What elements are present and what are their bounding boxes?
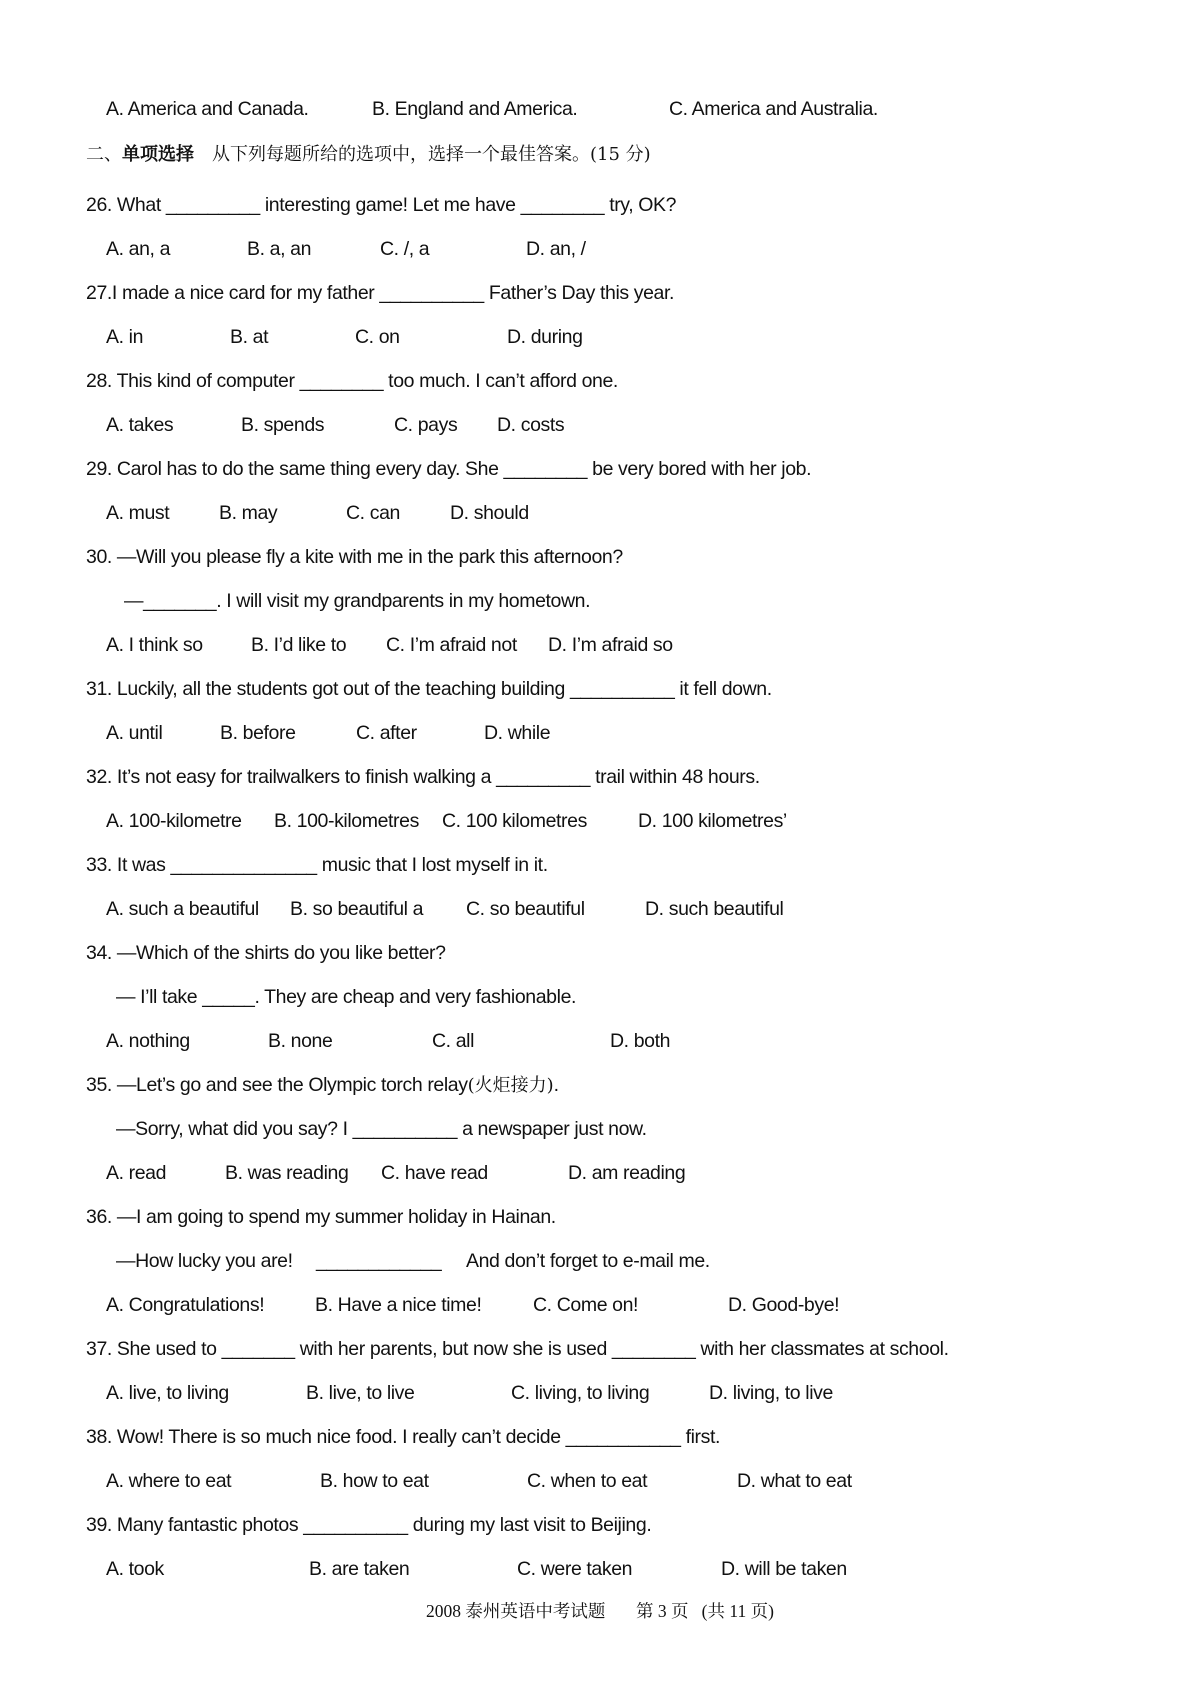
option-d: D. costs: [497, 414, 565, 436]
option-c: C. all: [432, 1030, 475, 1052]
question-31-options: [0, 718, 1200, 748]
option-a: A. takes: [106, 414, 174, 436]
option-d: D. an, /: [526, 238, 586, 260]
option-c: C. I’m afraid not: [386, 634, 517, 656]
question-30-stem: 30. —Will you please fly a kite with me in the park this afternoon?: [86, 546, 623, 568]
option-a: A. such a beautiful: [106, 898, 259, 920]
question-29-stem: 29. Carol has to do the same thing every day. She ________ be very bored with her job.: [86, 458, 812, 480]
question-39-stem: 39. Many fantastic photos __________ during my last visit to Beijing.: [86, 1514, 652, 1536]
option-b: B. may: [219, 502, 278, 524]
option-d: D. while: [484, 722, 551, 744]
section-title: 单项选择: [122, 144, 194, 165]
option-d: D. will be taken: [721, 1558, 847, 1580]
question-36-options: [0, 1290, 1200, 1320]
option-a: A. read: [106, 1162, 167, 1184]
option-b: B. how to eat: [320, 1470, 429, 1492]
option-b: B. 100-kilometres: [274, 810, 419, 832]
footer-page-total: (共 11 页): [701, 1601, 774, 1621]
question-30-options: [0, 630, 1200, 660]
option-a: A. nothing: [106, 1030, 190, 1052]
option-c: C. living, to living: [511, 1382, 650, 1404]
option-c: C. pays: [394, 414, 458, 436]
option-c: C. when to eat: [527, 1470, 648, 1492]
option-d: D. I’m afraid so: [548, 634, 673, 656]
option-a: A. 100-kilometre: [106, 810, 242, 832]
option-b: B. England and America.: [372, 98, 578, 120]
question-35-stem: 35. —Let’s go and see the Olympic torch relay(火炬接力).: [86, 1074, 559, 1096]
option-b: B. so beautiful a: [290, 898, 424, 920]
option-a: A. Congratulations!: [106, 1294, 265, 1316]
option-c: C. on: [355, 326, 400, 348]
option-a: A. America and Canada.: [106, 98, 309, 120]
question-39-options: [0, 1554, 1200, 1584]
option-c: C. /, a: [380, 238, 430, 260]
question-27-options: [0, 322, 1200, 352]
question-29-options: [0, 498, 1200, 528]
option-c: C. were taken: [517, 1558, 633, 1580]
option-a: A. until: [106, 722, 163, 744]
question-35-options: [0, 1158, 1200, 1188]
question-37-stem: 37. She used to _______ with her parents, but now she is used ________ with her classmates at school.: [86, 1338, 949, 1360]
footer-title: 2008 泰州英语中考试题: [426, 1601, 606, 1621]
option-b: B. was reading: [225, 1162, 349, 1184]
question-36-response: —How lucky you are! ____________ And don’t forget to e-mail me.: [0, 1246, 1200, 1276]
question-30-response: —_______. I will visit my grandparents in my hometown.: [124, 590, 591, 612]
footer-page-number: 第 3 页: [636, 1601, 689, 1621]
question-33-stem: 33. It was ______________ music that I lost myself in it.: [86, 854, 548, 876]
option-c: C. so beautiful: [466, 898, 585, 920]
option-b: B. I’d like to: [251, 634, 347, 656]
option-d: D. living, to live: [709, 1382, 833, 1404]
option-a: A. took: [106, 1558, 164, 1580]
option-d: D. should: [450, 502, 529, 524]
question-34-response: — I’ll take _____. They are cheap and very fashionable.: [116, 986, 577, 1008]
answer-blank: ____________: [316, 1250, 442, 1272]
option-d: D. Good-bye!: [728, 1294, 840, 1316]
question-32-options: [0, 806, 1200, 836]
option-a: A. I think so: [106, 634, 203, 656]
section-header: [0, 140, 1200, 170]
page-footer: [0, 1596, 1200, 1626]
option-c: C. America and Australia.: [669, 98, 878, 120]
question-37-options: [0, 1378, 1200, 1408]
question-38-stem: 38. Wow! There is so much nice food. I really can’t decide ___________ first.: [86, 1426, 721, 1448]
option-a: A. must: [106, 502, 170, 524]
question-34-options: [0, 1026, 1200, 1056]
question-38-options: [0, 1466, 1200, 1496]
option-d: D. such beautiful: [645, 898, 784, 920]
section-number: 二、: [86, 144, 122, 165]
option-d: D. both: [610, 1030, 671, 1052]
question-35-response: —Sorry, what did you say? I __________ a newspaper just now.: [116, 1118, 647, 1140]
question-34-stem: 34. —Which of the shirts do you like better?: [86, 942, 446, 964]
question-31-stem: 31. Luckily, all the students got out of the teaching building __________ it fell down.: [86, 678, 772, 700]
question-33-options: [0, 894, 1200, 924]
option-a: A. where to eat: [106, 1470, 232, 1492]
option-a: A. in: [106, 326, 144, 348]
question-26-options: [0, 234, 1200, 264]
option-a: A. an, a: [106, 238, 171, 260]
question-27-stem: 27.I made a nice card for my father __________ Father’s Day this year.: [86, 282, 675, 304]
option-a: A. live, to living: [106, 1382, 229, 1404]
question-36-stem: 36. —I am going to spend my summer holiday in Hainan.: [86, 1206, 556, 1228]
option-d: D. what to eat: [737, 1470, 852, 1492]
option-b: B. at: [230, 326, 269, 348]
question-32-stem: 32. It’s not easy for trailwalkers to finish walking a _________ trail within 48 hours.: [86, 766, 760, 788]
option-b: B. none: [268, 1030, 333, 1052]
chinese-gloss: (火炬接力): [467, 1075, 554, 1096]
option-b: B. are taken: [309, 1558, 410, 1580]
option-c: C. Come on!: [533, 1294, 639, 1316]
option-c: C. have read: [381, 1162, 488, 1184]
question-28-options: [0, 410, 1200, 440]
question-26-stem: 26. What _________ interesting game! Let me have ________ try, OK?: [86, 194, 677, 216]
option-b: B. spends: [241, 414, 325, 436]
option-c: C. 100 kilometres: [442, 810, 587, 832]
option-d: D. am reading: [568, 1162, 686, 1184]
section-instruction: 从下列每题所给的选项中，选择一个最佳答案。(15 分): [212, 144, 651, 165]
option-b: B. a, an: [247, 238, 312, 260]
prev-question-options: [0, 94, 1200, 124]
option-d: D. 100 kilometres’: [638, 810, 787, 832]
option-b: B. live, to live: [306, 1382, 415, 1404]
option-c: C. after: [356, 722, 417, 744]
option-c: C. can: [346, 502, 400, 524]
question-28-stem: 28. This kind of computer ________ too much. I can’t afford one.: [86, 370, 618, 392]
option-b: B. before: [220, 722, 296, 744]
option-b: B. Have a nice time!: [315, 1294, 482, 1316]
option-d: D. during: [507, 326, 583, 348]
